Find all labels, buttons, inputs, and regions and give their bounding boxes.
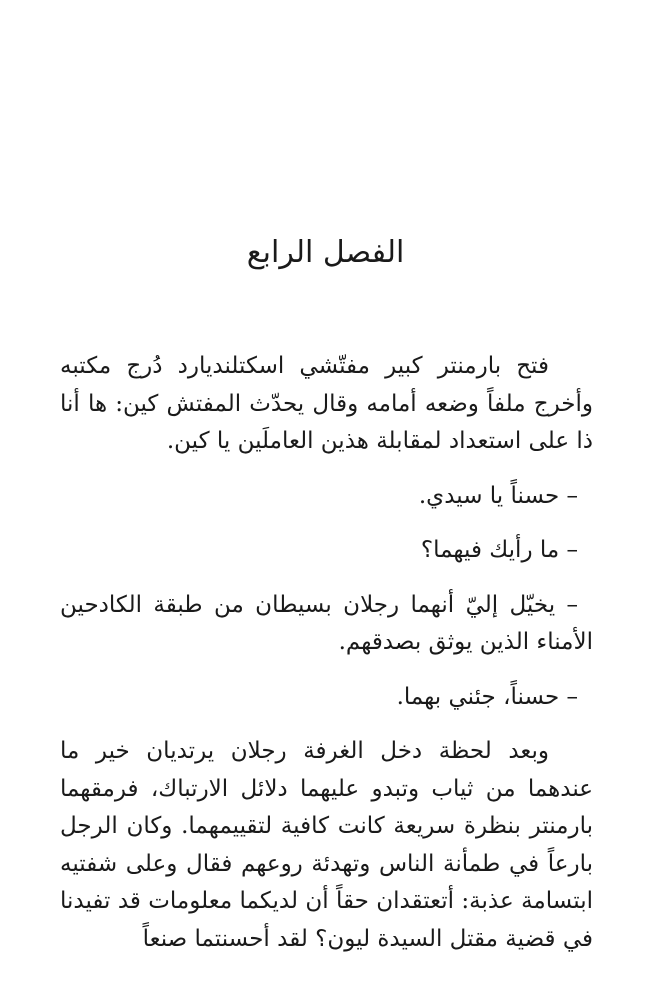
dialogue-line: – حسناً، جئني بهما.: [396, 683, 578, 710]
dialogue-line: – ما رأيك فيهما؟: [420, 537, 578, 563]
narration-paragraph: فتح بارمنتر كبير مفتّشي اسكتلنديارد دُرج مكتبه وأخرج ملفاً وضعه أمامه وقال يحدّث المفتش كين: ها أنا ذا على استعداد لمقابلة هذين العاملَين يا كين.: [60, 353, 593, 454]
chapter-body: [60, 348, 593, 958]
chapter-title: الفصل الرابع: [246, 235, 405, 270]
dialogue-line: – حسناً يا سيدي.: [418, 482, 578, 509]
dialogue-line: – يخيّل إليّ أنهما رجلان بسيطان من طبقة الكادحين الأمناء الذين يوثق بصدقهم.: [60, 591, 593, 655]
narration-paragraph: وبعد لحظة دخل الغرفة رجلان يرتديان خير ما عندهما من ثياب وتبدو عليهما دلائل الارتباك، فرمقهما بارمنتر بنظرة سريعة كانت كافية لتقييمهما. وكان الرجل بارعاً في طمأنة الناس وتهدئة روعهم فقال وعلى شفتيه ابتسامة عذبة: أتعتقدان حقاً أن لديكما معلومات قد تفيدنا في قضية مقتل السيدة ليون؟ لقد أحسنتما صنعاً: [60, 738, 593, 952]
